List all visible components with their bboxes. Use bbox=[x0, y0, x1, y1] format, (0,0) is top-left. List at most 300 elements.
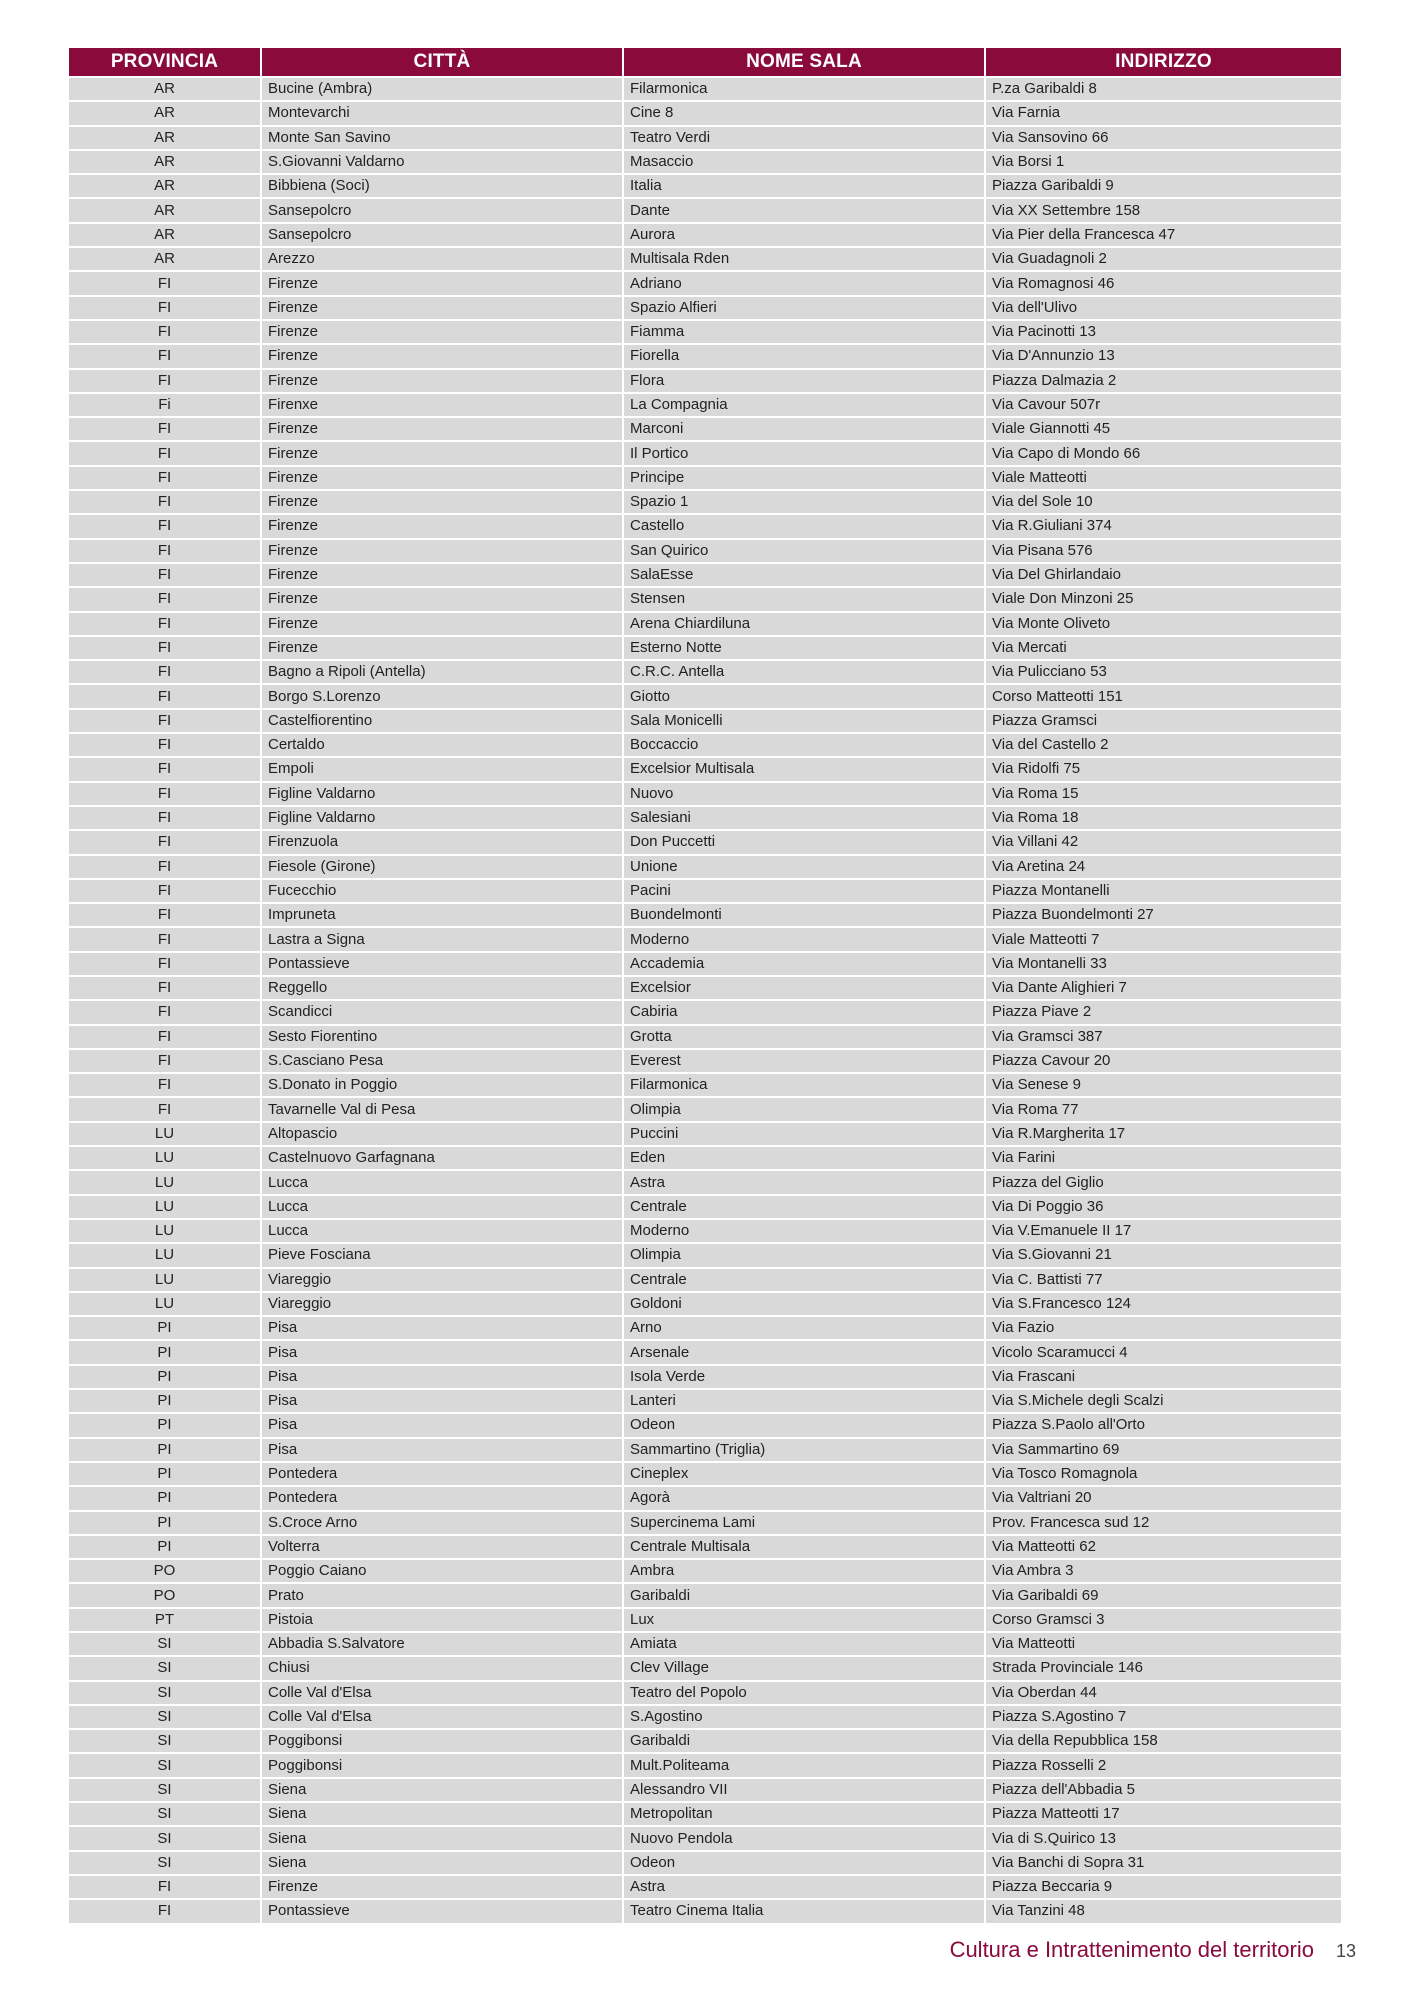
citta-cell: S.Giovanni Valdarno bbox=[262, 151, 622, 173]
provincia-cell: AR bbox=[69, 78, 260, 100]
table-row bbox=[69, 1876, 1341, 1898]
table-row bbox=[69, 1852, 1341, 1874]
provincia-cell: FI bbox=[69, 710, 260, 732]
page-number: 13 bbox=[1335, 1941, 1356, 1961]
table-row bbox=[69, 272, 1341, 294]
nome-sala-cell: Garibaldi bbox=[624, 1584, 984, 1606]
provincia-cell: FI bbox=[69, 856, 260, 878]
provincia-cell: PI bbox=[69, 1512, 260, 1534]
citta-cell: Castelfiorentino bbox=[262, 710, 622, 732]
provincia-cell: PI bbox=[69, 1366, 260, 1388]
header-citta: CITTÀ bbox=[262, 48, 622, 76]
nome-sala-cell: Buondelmonti bbox=[624, 904, 984, 926]
provincia-cell: PI bbox=[69, 1414, 260, 1436]
nome-sala-cell: Castello bbox=[624, 515, 984, 537]
provincia-cell: FI bbox=[69, 418, 260, 440]
indirizzo-cell: Via XX Settembre 158 bbox=[986, 199, 1341, 221]
provincia-cell: LU bbox=[69, 1171, 260, 1193]
citta-cell: Certaldo bbox=[262, 734, 622, 756]
indirizzo-cell: Corso Matteotti 151 bbox=[986, 685, 1341, 707]
indirizzo-cell: Via Valtriani 20 bbox=[986, 1487, 1341, 1509]
indirizzo-cell: Via dell'Ulivo bbox=[986, 297, 1341, 319]
provincia-cell: FI bbox=[69, 1026, 260, 1048]
indirizzo-cell: Via Aretina 24 bbox=[986, 856, 1341, 878]
indirizzo-cell: Via del Sole 10 bbox=[986, 491, 1341, 513]
provincia-cell: FI bbox=[69, 904, 260, 926]
provincia-cell: AR bbox=[69, 248, 260, 270]
provincia-cell: PI bbox=[69, 1439, 260, 1461]
provincia-cell: PI bbox=[69, 1341, 260, 1363]
indirizzo-cell: Viale Matteotti 7 bbox=[986, 928, 1341, 950]
citta-cell: Bagno a Ripoli (Antella) bbox=[262, 661, 622, 683]
nome-sala-cell: Everest bbox=[624, 1050, 984, 1072]
nome-sala-cell: Mult.Politeama bbox=[624, 1754, 984, 1776]
citta-cell: Pisa bbox=[262, 1366, 622, 1388]
citta-cell: Pisa bbox=[262, 1414, 622, 1436]
indirizzo-cell: Via Del Ghirlandaio bbox=[986, 564, 1341, 586]
indirizzo-cell: Prov. Francesca sud 12 bbox=[986, 1512, 1341, 1534]
indirizzo-cell: Piazza Matteotti 17 bbox=[986, 1803, 1341, 1825]
citta-cell: Lastra a Signa bbox=[262, 928, 622, 950]
table-row bbox=[69, 1220, 1341, 1242]
table-row bbox=[69, 564, 1341, 586]
indirizzo-cell: Via S.Michele degli Scalzi bbox=[986, 1390, 1341, 1412]
table-row bbox=[69, 588, 1341, 610]
provincia-cell: FI bbox=[69, 345, 260, 367]
indirizzo-cell: Via R.Giuliani 374 bbox=[986, 515, 1341, 537]
indirizzo-cell: Via Gramsci 387 bbox=[986, 1026, 1341, 1048]
nome-sala-cell: Excelsior bbox=[624, 977, 984, 999]
table-row bbox=[69, 856, 1341, 878]
provincia-cell: AR bbox=[69, 175, 260, 197]
citta-cell: Prato bbox=[262, 1584, 622, 1606]
nome-sala-cell: Teatro Cinema Italia bbox=[624, 1900, 984, 1922]
provincia-cell: AR bbox=[69, 224, 260, 246]
citta-cell: Viareggio bbox=[262, 1269, 622, 1291]
indirizzo-cell: Via R.Margherita 17 bbox=[986, 1123, 1341, 1145]
nome-sala-cell: Sala Monicelli bbox=[624, 710, 984, 732]
citta-cell: Figline Valdarno bbox=[262, 807, 622, 829]
citta-cell: Volterra bbox=[262, 1536, 622, 1558]
indirizzo-cell: Via Fazio bbox=[986, 1317, 1341, 1339]
citta-cell: Bucine (Ambra) bbox=[262, 78, 622, 100]
indirizzo-cell: Via Matteotti 62 bbox=[986, 1536, 1341, 1558]
nome-sala-cell: Dante bbox=[624, 199, 984, 221]
provincia-cell: FI bbox=[69, 370, 260, 392]
provincia-cell: LU bbox=[69, 1220, 260, 1242]
nome-sala-cell: Stensen bbox=[624, 588, 984, 610]
header-provincia: PROVINCIA bbox=[69, 48, 260, 76]
citta-cell: Poggibonsi bbox=[262, 1754, 622, 1776]
indirizzo-cell: Via Garibaldi 69 bbox=[986, 1584, 1341, 1606]
table-row bbox=[69, 783, 1341, 805]
nome-sala-cell: Spazio 1 bbox=[624, 491, 984, 513]
citta-cell: Reggello bbox=[262, 977, 622, 999]
table-row bbox=[69, 734, 1341, 756]
provincia-cell: FI bbox=[69, 467, 260, 489]
provincia-cell: FI bbox=[69, 297, 260, 319]
provincia-cell: FI bbox=[69, 564, 260, 586]
table-header-row bbox=[69, 48, 1341, 76]
indirizzo-cell: Piazza Buondelmonti 27 bbox=[986, 904, 1341, 926]
table-row bbox=[69, 1098, 1341, 1120]
table-row bbox=[69, 758, 1341, 780]
provincia-cell: LU bbox=[69, 1293, 260, 1315]
provincia-cell: AR bbox=[69, 151, 260, 173]
indirizzo-cell: Piazza del Giglio bbox=[986, 1171, 1341, 1193]
citta-cell: Lucca bbox=[262, 1196, 622, 1218]
nome-sala-cell: Cineplex bbox=[624, 1463, 984, 1485]
table-row bbox=[69, 127, 1341, 149]
provincia-cell: PO bbox=[69, 1560, 260, 1582]
indirizzo-cell: Piazza Cavour 20 bbox=[986, 1050, 1341, 1072]
indirizzo-cell: Via Borsi 1 bbox=[986, 151, 1341, 173]
indirizzo-cell: Via Sansovino 66 bbox=[986, 127, 1341, 149]
indirizzo-cell: Piazza dell'Abbadia 5 bbox=[986, 1779, 1341, 1801]
nome-sala-cell: Arena Chiardiluna bbox=[624, 613, 984, 635]
nome-sala-cell: Filarmonica bbox=[624, 78, 984, 100]
provincia-cell: PO bbox=[69, 1584, 260, 1606]
provincia-cell: FI bbox=[69, 807, 260, 829]
table-row bbox=[69, 515, 1341, 537]
nome-sala-cell: Spazio Alfieri bbox=[624, 297, 984, 319]
nome-sala-cell: Il Portico bbox=[624, 442, 984, 464]
nome-sala-cell: Puccini bbox=[624, 1123, 984, 1145]
provincia-cell: FI bbox=[69, 1098, 260, 1120]
citta-cell: Poggio Caiano bbox=[262, 1560, 622, 1582]
table-row bbox=[69, 1512, 1341, 1534]
citta-cell: Firenze bbox=[262, 297, 622, 319]
table-row bbox=[69, 1317, 1341, 1339]
indirizzo-cell: Piazza Montanelli bbox=[986, 880, 1341, 902]
citta-cell: Firenze bbox=[262, 540, 622, 562]
citta-cell: Firenze bbox=[262, 418, 622, 440]
indirizzo-cell: Via Mercati bbox=[986, 637, 1341, 659]
table-row bbox=[69, 1609, 1341, 1631]
nome-sala-cell: Marconi bbox=[624, 418, 984, 440]
nome-sala-cell: Moderno bbox=[624, 1220, 984, 1242]
table-row bbox=[69, 1050, 1341, 1072]
indirizzo-cell: Via V.Emanuele II 17 bbox=[986, 1220, 1341, 1242]
indirizzo-cell: Via Tosco Romagnola bbox=[986, 1463, 1341, 1485]
nome-sala-cell: Lux bbox=[624, 1609, 984, 1631]
table-row bbox=[69, 78, 1341, 100]
citta-cell: Firenze bbox=[262, 613, 622, 635]
provincia-cell: FI bbox=[69, 1876, 260, 1898]
table-row bbox=[69, 151, 1341, 173]
indirizzo-cell: Via Di Poggio 36 bbox=[986, 1196, 1341, 1218]
provincia-cell: FI bbox=[69, 734, 260, 756]
citta-cell: Colle Val d'Elsa bbox=[262, 1682, 622, 1704]
nome-sala-cell: C.R.C. Antella bbox=[624, 661, 984, 683]
table-row bbox=[69, 1779, 1341, 1801]
indirizzo-cell: Via Romagnosi 46 bbox=[986, 272, 1341, 294]
nome-sala-cell: Fiamma bbox=[624, 321, 984, 343]
table-row bbox=[69, 199, 1341, 221]
citta-cell: Firenze bbox=[262, 442, 622, 464]
indirizzo-cell: Via Villani 42 bbox=[986, 831, 1341, 853]
provincia-cell: PT bbox=[69, 1609, 260, 1631]
table-body bbox=[69, 78, 1341, 1923]
provincia-cell: FI bbox=[69, 588, 260, 610]
indirizzo-cell: Viale Matteotti bbox=[986, 467, 1341, 489]
table-row bbox=[69, 1074, 1341, 1096]
table-row bbox=[69, 831, 1341, 853]
indirizzo-cell: Via Roma 15 bbox=[986, 783, 1341, 805]
nome-sala-cell: Giotto bbox=[624, 685, 984, 707]
provincia-cell: SI bbox=[69, 1730, 260, 1752]
citta-cell: Pontassieve bbox=[262, 1900, 622, 1922]
table-row bbox=[69, 1730, 1341, 1752]
indirizzo-cell: Via Senese 9 bbox=[986, 1074, 1341, 1096]
nome-sala-cell: Teatro Verdi bbox=[624, 127, 984, 149]
indirizzo-cell: Via Pulicciano 53 bbox=[986, 661, 1341, 683]
citta-cell: Pisa bbox=[262, 1317, 622, 1339]
nome-sala-cell: Pacini bbox=[624, 880, 984, 902]
provincia-cell: SI bbox=[69, 1633, 260, 1655]
citta-cell: Scandicci bbox=[262, 1001, 622, 1023]
indirizzo-cell: Via S.Giovanni 21 bbox=[986, 1244, 1341, 1266]
table-row bbox=[69, 1633, 1341, 1655]
table-row bbox=[69, 1269, 1341, 1291]
provincia-cell: Fi bbox=[69, 394, 260, 416]
indirizzo-cell: Via della Repubblica 158 bbox=[986, 1730, 1341, 1752]
provincia-cell: PI bbox=[69, 1463, 260, 1485]
nome-sala-cell: Cine 8 bbox=[624, 102, 984, 124]
nome-sala-cell: Accademia bbox=[624, 953, 984, 975]
citta-cell: Firenze bbox=[262, 321, 622, 343]
citta-cell: Firenxe bbox=[262, 394, 622, 416]
table-row bbox=[69, 710, 1341, 732]
table-row bbox=[69, 1390, 1341, 1412]
nome-sala-cell: Nuovo Pendola bbox=[624, 1827, 984, 1849]
indirizzo-cell: Via Monte Oliveto bbox=[986, 613, 1341, 635]
table-row bbox=[69, 1414, 1341, 1436]
header-nome-sala: NOME SALA bbox=[624, 48, 984, 76]
provincia-cell: FI bbox=[69, 1900, 260, 1922]
indirizzo-cell: Piazza Dalmazia 2 bbox=[986, 370, 1341, 392]
table-row bbox=[69, 1560, 1341, 1582]
table-row bbox=[69, 102, 1341, 124]
table-row bbox=[69, 661, 1341, 683]
citta-cell: Pieve Fosciana bbox=[262, 1244, 622, 1266]
citta-cell: Monte San Savino bbox=[262, 127, 622, 149]
nome-sala-cell: Filarmonica bbox=[624, 1074, 984, 1096]
nome-sala-cell: Salesiani bbox=[624, 807, 984, 829]
citta-cell: Sansepolcro bbox=[262, 224, 622, 246]
citta-cell: Chiusi bbox=[262, 1657, 622, 1679]
provincia-cell: SI bbox=[69, 1682, 260, 1704]
indirizzo-cell: Via Pacinotti 13 bbox=[986, 321, 1341, 343]
citta-cell: Firenze bbox=[262, 588, 622, 610]
provincia-cell: PI bbox=[69, 1487, 260, 1509]
indirizzo-cell: Piazza S.Agostino 7 bbox=[986, 1706, 1341, 1728]
provincia-cell: PI bbox=[69, 1317, 260, 1339]
provincia-cell: FI bbox=[69, 637, 260, 659]
nome-sala-cell: Unione bbox=[624, 856, 984, 878]
indirizzo-cell: P.za Garibaldi 8 bbox=[986, 78, 1341, 100]
citta-cell: Figline Valdarno bbox=[262, 783, 622, 805]
citta-cell: Firenze bbox=[262, 564, 622, 586]
indirizzo-cell: Via di S.Quirico 13 bbox=[986, 1827, 1341, 1849]
nome-sala-cell: Sammartino (Triglia) bbox=[624, 1439, 984, 1461]
nome-sala-cell: Lanteri bbox=[624, 1390, 984, 1412]
citta-cell: S.Casciano Pesa bbox=[262, 1050, 622, 1072]
indirizzo-cell: Via Ridolfi 75 bbox=[986, 758, 1341, 780]
nome-sala-cell: Esterno Notte bbox=[624, 637, 984, 659]
nome-sala-cell: Metropolitan bbox=[624, 1803, 984, 1825]
table-row bbox=[69, 370, 1341, 392]
nome-sala-cell: Garibaldi bbox=[624, 1730, 984, 1752]
provincia-cell: LU bbox=[69, 1269, 260, 1291]
provincia-cell: FI bbox=[69, 613, 260, 635]
nome-sala-cell: Boccaccio bbox=[624, 734, 984, 756]
indirizzo-cell: Vicolo Scaramucci 4 bbox=[986, 1341, 1341, 1363]
nome-sala-cell: Centrale bbox=[624, 1269, 984, 1291]
table-row bbox=[69, 1171, 1341, 1193]
nome-sala-cell: Aurora bbox=[624, 224, 984, 246]
indirizzo-cell: Via Pisana 576 bbox=[986, 540, 1341, 562]
table-row bbox=[69, 1487, 1341, 1509]
table-row bbox=[69, 224, 1341, 246]
nome-sala-cell: Goldoni bbox=[624, 1293, 984, 1315]
table-row bbox=[69, 880, 1341, 902]
citta-cell: Tavarnelle Val di Pesa bbox=[262, 1098, 622, 1120]
provincia-cell: FI bbox=[69, 1001, 260, 1023]
nome-sala-cell: Odeon bbox=[624, 1852, 984, 1874]
table-row bbox=[69, 491, 1341, 513]
provincia-cell: FI bbox=[69, 831, 260, 853]
provincia-cell: FI bbox=[69, 272, 260, 294]
table-row bbox=[69, 1584, 1341, 1606]
citta-cell: Firenze bbox=[262, 272, 622, 294]
provincia-cell: FI bbox=[69, 515, 260, 537]
table-row bbox=[69, 1682, 1341, 1704]
nome-sala-cell: San Quirico bbox=[624, 540, 984, 562]
citta-cell: Empoli bbox=[262, 758, 622, 780]
table-row bbox=[69, 1244, 1341, 1266]
nome-sala-cell: Astra bbox=[624, 1171, 984, 1193]
provincia-cell: FI bbox=[69, 880, 260, 902]
nome-sala-cell: Cabiria bbox=[624, 1001, 984, 1023]
citta-cell: Fiesole (Girone) bbox=[262, 856, 622, 878]
provincia-cell: FI bbox=[69, 491, 260, 513]
citta-cell: Sesto Fiorentino bbox=[262, 1026, 622, 1048]
table-row bbox=[69, 1536, 1341, 1558]
indirizzo-cell: Via Roma 77 bbox=[986, 1098, 1341, 1120]
table-row bbox=[69, 1001, 1341, 1023]
citta-cell: Lucca bbox=[262, 1220, 622, 1242]
citta-cell: Firenze bbox=[262, 345, 622, 367]
citta-cell: Colle Val d'Elsa bbox=[262, 1706, 622, 1728]
indirizzo-cell: Via Ambra 3 bbox=[986, 1560, 1341, 1582]
table-row bbox=[69, 175, 1341, 197]
nome-sala-cell: Adriano bbox=[624, 272, 984, 294]
indirizzo-cell: Via Roma 18 bbox=[986, 807, 1341, 829]
indirizzo-cell: Via D'Annunzio 13 bbox=[986, 345, 1341, 367]
provincia-cell: FI bbox=[69, 442, 260, 464]
provincia-cell: LU bbox=[69, 1123, 260, 1145]
table-row bbox=[69, 1147, 1341, 1169]
table-row bbox=[69, 1293, 1341, 1315]
table-row bbox=[69, 442, 1341, 464]
citta-cell: Siena bbox=[262, 1827, 622, 1849]
citta-cell: Borgo S.Lorenzo bbox=[262, 685, 622, 707]
nome-sala-cell: Supercinema Lami bbox=[624, 1512, 984, 1534]
table-row bbox=[69, 1754, 1341, 1776]
provincia-cell: FI bbox=[69, 977, 260, 999]
nome-sala-cell: Masaccio bbox=[624, 151, 984, 173]
table-row bbox=[69, 1026, 1341, 1048]
nome-sala-cell: Ambra bbox=[624, 1560, 984, 1582]
table-row bbox=[69, 345, 1341, 367]
indirizzo-cell: Via Frascani bbox=[986, 1366, 1341, 1388]
nome-sala-cell: Don Puccetti bbox=[624, 831, 984, 853]
provincia-cell: SI bbox=[69, 1779, 260, 1801]
indirizzo-cell: Via Farnia bbox=[986, 102, 1341, 124]
provincia-cell: LU bbox=[69, 1147, 260, 1169]
table-row bbox=[69, 1827, 1341, 1849]
indirizzo-cell: Piazza S.Paolo all'Orto bbox=[986, 1414, 1341, 1436]
provincia-cell: LU bbox=[69, 1244, 260, 1266]
citta-cell: Pistoia bbox=[262, 1609, 622, 1631]
nome-sala-cell: Isola Verde bbox=[624, 1366, 984, 1388]
citta-cell: Pontedera bbox=[262, 1463, 622, 1485]
citta-cell: Bibbiena (Soci) bbox=[262, 175, 622, 197]
indirizzo-cell: Via Farini bbox=[986, 1147, 1341, 1169]
table-row bbox=[69, 467, 1341, 489]
provincia-cell: FI bbox=[69, 661, 260, 683]
table-row bbox=[69, 613, 1341, 635]
table-row bbox=[69, 394, 1341, 416]
citta-cell: Poggibonsi bbox=[262, 1730, 622, 1752]
nome-sala-cell: Moderno bbox=[624, 928, 984, 950]
nome-sala-cell: Fiorella bbox=[624, 345, 984, 367]
nome-sala-cell: Alessandro VII bbox=[624, 1779, 984, 1801]
provincia-cell: FI bbox=[69, 321, 260, 343]
citta-cell: Pisa bbox=[262, 1390, 622, 1412]
citta-cell: S.Donato in Poggio bbox=[262, 1074, 622, 1096]
provincia-cell: FI bbox=[69, 758, 260, 780]
nome-sala-cell: Flora bbox=[624, 370, 984, 392]
indirizzo-cell: Via del Castello 2 bbox=[986, 734, 1341, 756]
provincia-cell: AR bbox=[69, 127, 260, 149]
nome-sala-cell: La Compagnia bbox=[624, 394, 984, 416]
nome-sala-cell: Multisala Rden bbox=[624, 248, 984, 270]
citta-cell: Firenze bbox=[262, 637, 622, 659]
footer-title: Cultura e Intrattenimento del territorio bbox=[949, 1937, 1314, 1962]
provincia-cell: FI bbox=[69, 1074, 260, 1096]
indirizzo-cell: Piazza Beccaria 9 bbox=[986, 1876, 1341, 1898]
table-row bbox=[69, 1657, 1341, 1679]
table-row bbox=[69, 1900, 1341, 1922]
nome-sala-cell: Centrale Multisala bbox=[624, 1536, 984, 1558]
provincia-cell: PI bbox=[69, 1536, 260, 1558]
citta-cell: Montevarchi bbox=[262, 102, 622, 124]
nome-sala-cell: Excelsior Multisala bbox=[624, 758, 984, 780]
citta-cell: Pisa bbox=[262, 1439, 622, 1461]
nome-sala-cell: Arno bbox=[624, 1317, 984, 1339]
citta-cell: Sansepolcro bbox=[262, 199, 622, 221]
venues-table bbox=[67, 46, 1343, 1925]
citta-cell: Firenze bbox=[262, 515, 622, 537]
table-row bbox=[69, 1706, 1341, 1728]
provincia-cell: SI bbox=[69, 1754, 260, 1776]
nome-sala-cell: Astra bbox=[624, 1876, 984, 1898]
citta-cell: Siena bbox=[262, 1779, 622, 1801]
indirizzo-cell: Piazza Rosselli 2 bbox=[986, 1754, 1341, 1776]
nome-sala-cell: Amiata bbox=[624, 1633, 984, 1655]
